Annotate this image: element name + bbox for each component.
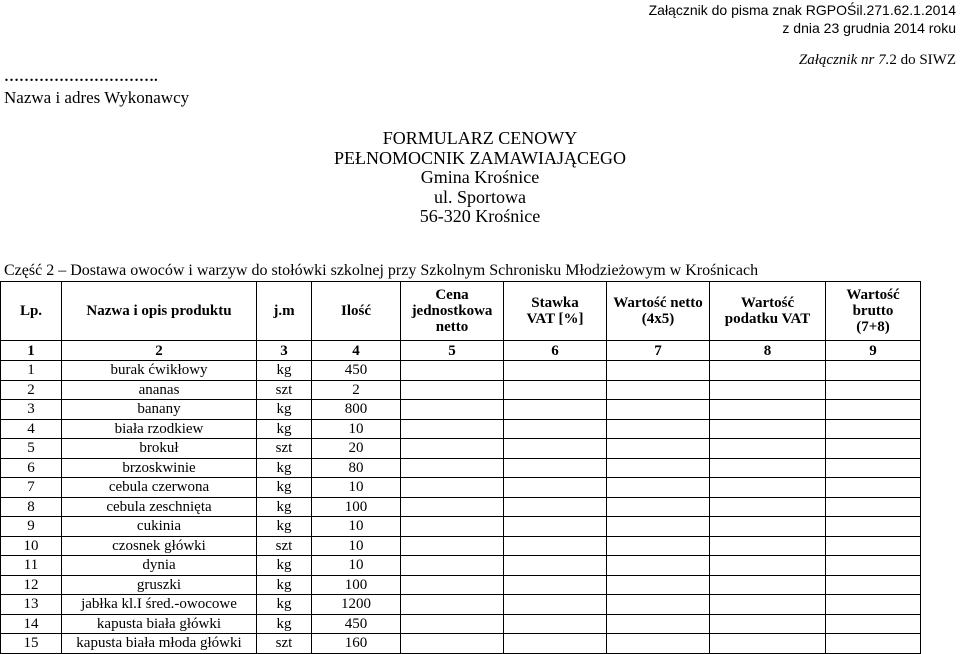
vat-value-cell[interactable]	[710, 556, 826, 576]
vat-rate-cell[interactable]	[504, 595, 607, 615]
vat-value-cell[interactable]	[710, 634, 826, 654]
gross-value-cell[interactable]	[826, 439, 921, 459]
product-name: gruszki	[62, 575, 257, 595]
vat-rate-cell[interactable]	[504, 556, 607, 576]
unit-price-cell[interactable]	[401, 380, 504, 400]
header-quantity: Ilość	[312, 282, 401, 341]
product-name: banany	[62, 400, 257, 420]
header-vat-value: Wartość podatku VAT	[710, 282, 826, 341]
column-number: 2	[62, 341, 257, 361]
vat-value-cell[interactable]	[710, 614, 826, 634]
unit: kg	[257, 595, 312, 615]
row-lp: 5	[1, 439, 62, 459]
product-name: brokuł	[62, 439, 257, 459]
row-lp: 11	[1, 556, 62, 576]
gross-value-cell[interactable]	[826, 595, 921, 615]
quantity: 2	[312, 380, 401, 400]
vat-rate-cell[interactable]	[504, 634, 607, 654]
row-lp: 4	[1, 419, 62, 439]
product-name: cebula zeschnięta	[62, 497, 257, 517]
quantity: 10	[312, 419, 401, 439]
column-number: 7	[607, 341, 710, 361]
unit: kg	[257, 361, 312, 381]
quantity: 450	[312, 361, 401, 381]
attachment-number-italic: Załącznik nr 7.	[798, 52, 890, 68]
vat-rate-cell[interactable]	[504, 614, 607, 634]
table-row	[1, 536, 921, 556]
form-title-line: 56-320 Krośnice	[419, 206, 541, 227]
row-lp: 6	[1, 458, 62, 478]
column-number: 3	[257, 341, 312, 361]
net-value-cell[interactable]	[607, 556, 710, 576]
vat-value-cell[interactable]	[710, 536, 826, 556]
header-lp: Lp.	[1, 282, 62, 341]
attachment-number-rest: 2 do SIWZ	[889, 52, 956, 68]
quantity: 100	[312, 497, 401, 517]
unit: szt	[257, 634, 312, 654]
vat-rate-cell[interactable]	[504, 400, 607, 420]
price-table	[0, 281, 921, 654]
quantity: 10	[312, 556, 401, 576]
vat-value-cell[interactable]	[710, 400, 826, 420]
header-unit-price: Cena jednostkowa netto	[401, 282, 504, 341]
quantity: 10	[312, 517, 401, 537]
unit-price-cell[interactable]	[401, 634, 504, 654]
unit: kg	[257, 400, 312, 420]
gross-value-cell[interactable]	[826, 556, 921, 576]
header-gross-value: Wartość brutto (7+8)	[826, 282, 921, 341]
unit: kg	[257, 478, 312, 498]
vat-rate-cell[interactable]	[504, 419, 607, 439]
table-row	[1, 595, 921, 615]
net-value-cell[interactable]	[607, 517, 710, 537]
quantity: 100	[312, 575, 401, 595]
attachment-reference: Załącznik do pisma znak RGPOŚil.271.62.1.2014	[648, 2, 956, 18]
row-lp: 3	[1, 400, 62, 420]
row-lp: 15	[1, 634, 62, 654]
vat-rate-cell[interactable]	[504, 439, 607, 459]
form-title	[0, 129, 960, 227]
net-value-cell[interactable]	[607, 380, 710, 400]
part-title: Część 2 – Dostawa owoców i warzyw do stołówki szkolnej przy Szkolnym Schronisku Młodzieżowym w Krośnicach	[4, 262, 759, 279]
row-lp: 1	[1, 361, 62, 381]
vat-value-cell[interactable]	[710, 497, 826, 517]
vat-value-cell[interactable]	[710, 595, 826, 615]
row-lp: 14	[1, 614, 62, 634]
unit-price-cell[interactable]	[401, 556, 504, 576]
vat-value-cell[interactable]	[710, 517, 826, 537]
table-row	[1, 634, 921, 654]
quantity: 160	[312, 634, 401, 654]
gross-value-cell[interactable]	[826, 361, 921, 381]
gross-value-cell[interactable]	[826, 614, 921, 634]
gross-value-cell[interactable]	[826, 497, 921, 517]
unit: szt	[257, 439, 312, 459]
column-number: 9	[826, 341, 921, 361]
table-row	[1, 400, 921, 420]
unit: szt	[257, 536, 312, 556]
net-value-cell[interactable]	[607, 634, 710, 654]
form-title-line: PEŁNOMOCNIK ZAMAWIAJĄCEGO	[333, 147, 627, 168]
quantity: 450	[312, 614, 401, 634]
contractor-label: Nazwa i adres Wykonawcy	[4, 88, 190, 107]
gross-value-cell[interactable]	[826, 634, 921, 654]
unit-price-cell[interactable]	[401, 536, 504, 556]
net-value-cell[interactable]	[607, 439, 710, 459]
net-value-cell[interactable]	[607, 478, 710, 498]
product-name: kapusta biała młoda główki	[62, 634, 257, 654]
contractor-dots: ………………………….	[4, 69, 158, 85]
vat-rate-cell[interactable]	[504, 361, 607, 381]
table-row	[1, 556, 921, 576]
product-name: kapusta biała główki	[62, 614, 257, 634]
attachment-number	[799, 51, 956, 69]
product-name: biała rzodkiew	[62, 419, 257, 439]
column-number: 4	[312, 341, 401, 361]
vat-rate-cell[interactable]	[504, 517, 607, 537]
unit: kg	[257, 517, 312, 537]
vat-value-cell[interactable]	[710, 380, 826, 400]
header-product-name: Nazwa i opis produktu	[62, 282, 257, 341]
quantity: 10	[312, 478, 401, 498]
net-value-cell[interactable]	[607, 595, 710, 615]
unit: kg	[257, 556, 312, 576]
column-number: 5	[401, 341, 504, 361]
table-row	[1, 478, 921, 498]
vat-rate-cell[interactable]	[504, 497, 607, 517]
gross-value-cell[interactable]	[826, 380, 921, 400]
vat-rate-cell[interactable]	[504, 575, 607, 595]
quantity: 1200	[312, 595, 401, 615]
net-value-cell[interactable]	[607, 614, 710, 634]
product-name: jabłka kl.I śred.-owocowe	[62, 595, 257, 615]
gross-value-cell[interactable]	[826, 400, 921, 420]
vat-value-cell[interactable]	[710, 478, 826, 498]
net-value-cell[interactable]	[607, 497, 710, 517]
net-value-cell[interactable]	[607, 536, 710, 556]
unit-price-cell[interactable]	[401, 575, 504, 595]
product-name: cebula czerwona	[62, 478, 257, 498]
unit: kg	[257, 614, 312, 634]
quantity: 80	[312, 458, 401, 478]
product-name: burak ćwikłowy	[62, 361, 257, 381]
unit-price-cell[interactable]	[401, 614, 504, 634]
vat-rate-cell[interactable]	[504, 458, 607, 478]
table-row	[1, 419, 921, 439]
form-title-line: FORMULARZ CENOWY	[382, 128, 578, 148]
unit-price-cell[interactable]	[401, 478, 504, 498]
unit-price-cell[interactable]	[401, 517, 504, 537]
gross-value-cell[interactable]	[826, 575, 921, 595]
quantity: 10	[312, 536, 401, 556]
product-name: czosnek główki	[62, 536, 257, 556]
vat-value-cell[interactable]	[710, 458, 826, 478]
vat-value-cell[interactable]	[710, 419, 826, 439]
row-lp: 7	[1, 478, 62, 498]
gross-value-cell[interactable]	[826, 458, 921, 478]
gross-value-cell[interactable]	[826, 478, 921, 498]
table-row	[1, 517, 921, 537]
table-row	[1, 439, 921, 459]
product-name: ananas	[62, 380, 257, 400]
unit: kg	[257, 575, 312, 595]
column-number: 8	[710, 341, 826, 361]
product-name: brzoskwinie	[62, 458, 257, 478]
column-number: 6	[504, 341, 607, 361]
unit-price-cell[interactable]	[401, 458, 504, 478]
product-name: cukinia	[62, 517, 257, 537]
net-value-cell[interactable]	[607, 361, 710, 381]
header-net-value: Wartość netto (4x5)	[607, 282, 710, 341]
table-row	[1, 497, 921, 517]
vat-value-cell[interactable]	[710, 439, 826, 459]
table-header-row	[1, 282, 921, 341]
vat-rate-cell[interactable]	[504, 380, 607, 400]
unit: szt	[257, 380, 312, 400]
table-row	[1, 575, 921, 595]
form-title-line: Gmina Krośnice	[420, 167, 540, 188]
table-row	[1, 614, 921, 634]
column-number: 1	[1, 341, 62, 361]
row-lp: 9	[1, 517, 62, 537]
unit-price-cell[interactable]	[401, 361, 504, 381]
unit-price-cell[interactable]	[401, 419, 504, 439]
product-name: dynia	[62, 556, 257, 576]
vat-rate-cell[interactable]	[504, 478, 607, 498]
header-vat-rate: Stawka VAT [%]	[504, 282, 607, 341]
header-unit: j.m	[257, 282, 312, 341]
row-lp: 10	[1, 536, 62, 556]
gross-value-cell[interactable]	[826, 536, 921, 556]
attachment-date: z dnia 23 grudnia 2014 roku	[782, 20, 956, 36]
quantity: 800	[312, 400, 401, 420]
net-value-cell[interactable]	[607, 419, 710, 439]
net-value-cell[interactable]	[607, 400, 710, 420]
row-lp: 13	[1, 595, 62, 615]
table-column-numbers-row	[1, 341, 921, 361]
unit-price-cell[interactable]	[401, 595, 504, 615]
row-lp: 2	[1, 380, 62, 400]
unit: kg	[257, 419, 312, 439]
vat-value-cell[interactable]	[710, 575, 826, 595]
unit-price-cell[interactable]	[401, 400, 504, 420]
table-row	[1, 361, 921, 381]
row-lp: 12	[1, 575, 62, 595]
unit-price-cell[interactable]	[401, 497, 504, 517]
table-row	[1, 458, 921, 478]
net-value-cell[interactable]	[607, 458, 710, 478]
unit: kg	[257, 497, 312, 517]
vat-rate-cell[interactable]	[504, 536, 607, 556]
gross-value-cell[interactable]	[826, 517, 921, 537]
row-lp: 8	[1, 497, 62, 517]
unit-price-cell[interactable]	[401, 439, 504, 459]
vat-value-cell[interactable]	[710, 361, 826, 381]
form-title-line: ul. Sportowa	[434, 186, 526, 207]
quantity: 20	[312, 439, 401, 459]
gross-value-cell[interactable]	[826, 419, 921, 439]
net-value-cell[interactable]	[607, 575, 710, 595]
table-row	[1, 380, 921, 400]
table-body	[1, 361, 921, 654]
unit: kg	[257, 458, 312, 478]
